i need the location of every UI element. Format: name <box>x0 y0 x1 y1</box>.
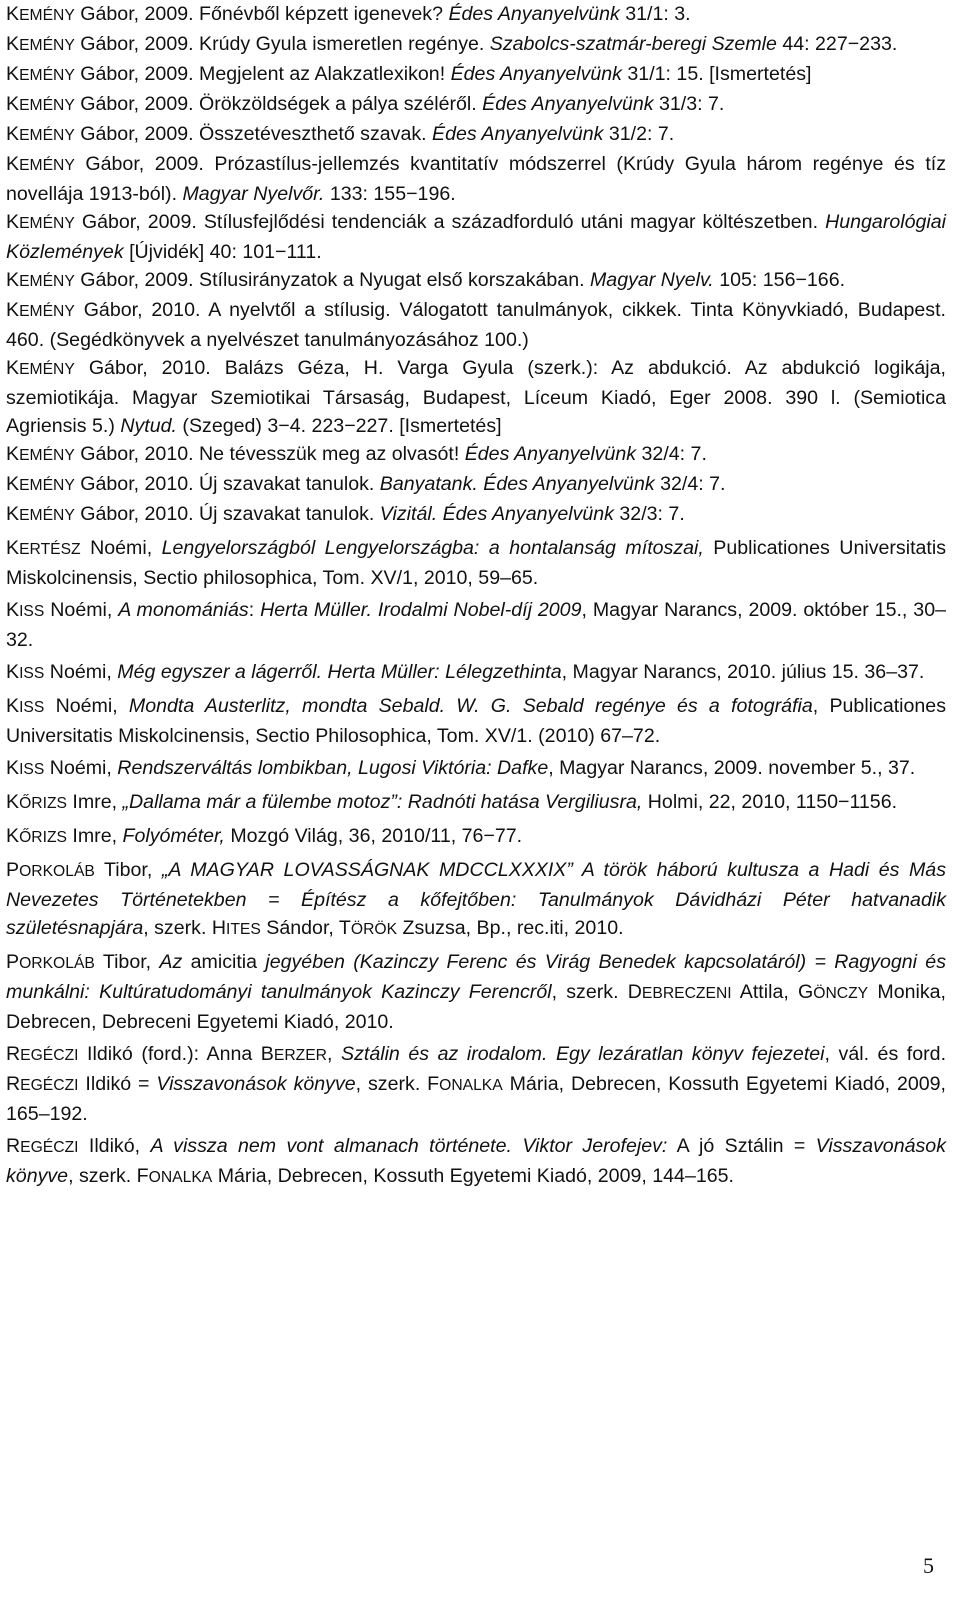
entry-title-italic: „Dallama már a fülembe motoz”: Radnóti hatása Vergiliusra, <box>122 791 643 813</box>
entry-text: Gábor, 2009. Megjelent az Alakzatlexikon! <box>74 63 451 85</box>
entry-text: 32/4: 7. <box>654 473 726 495</box>
bibliography-entry <box>6 658 946 688</box>
bibliography-entry <box>6 948 946 1036</box>
entry-author-smallcaps: EMÉNY <box>19 127 75 144</box>
entry-title-italic: jegyében (Kazinczy Ferenc és Virág Benedek kapcsolatáról) = Ragyogni és munkálni: Kultúratudományi tanulmányok Kazinczy Ferencről <box>6 951 946 1003</box>
entry-text: 32/4: 7. <box>636 443 707 465</box>
entry-text: [Újvidék] 40: 101−111. <box>123 241 322 263</box>
entry-text: Mária, Debrecen, Kossuth Egyetemi Kiadó, 2009, 144–165. <box>212 1165 734 1187</box>
entry-text: 133: 155−196. <box>324 183 456 205</box>
entry-title-italic: Édes Anyanyelvünk <box>483 473 655 495</box>
entry-title-italic: Hungarológiai Közlemények <box>6 211 946 263</box>
entry-text: Ildikó (ford.): Anna B <box>78 1043 274 1065</box>
entry-title-italic: Visszavonások könyve <box>156 1073 356 1095</box>
entry-author-smallcaps: ONALKA <box>148 1169 213 1186</box>
entry-author-smallcaps: ISS <box>19 761 45 778</box>
entry-text: K <box>6 123 20 145</box>
entry-text: Publicationes Universitatis Miskolcinensis, Sectio philosophica, Tom. XV/1, 2010, 59–65. <box>6 537 947 589</box>
bibliography-entry <box>6 120 946 150</box>
entry-text: Tibor, <box>94 951 160 973</box>
entry-title-italic: „A MAGYAR LOVASSÁGNAK MDCCLXXXIX” A török háború kultusza a Hadi és Más Nevezetes Történetekben = Építész a kőfejtőben: Tanulmányok Dávidházi Péter hatvanadik születésnapjára <box>6 859 946 939</box>
bibliography-entry <box>6 266 946 296</box>
entry-text: K <box>6 537 20 559</box>
bibliography-entry <box>6 354 946 440</box>
entry-text: K <box>6 695 20 717</box>
entry-text: K <box>6 299 20 321</box>
entry-text: K <box>6 473 20 495</box>
entry-title-italic: Rendszerváltás lombikban, Lugosi Viktória: Dafke <box>117 757 549 779</box>
entry-author-smallcaps: EGÉCZI <box>20 1139 79 1156</box>
entry-author-smallcaps: ISS <box>19 699 45 716</box>
bibliography-entry <box>6 0 946 30</box>
bibliography-entry <box>6 692 946 750</box>
entry-text: K <box>6 503 20 525</box>
entry-text: P <box>6 859 20 881</box>
entry-text: 44: 227−233. <box>776 33 898 55</box>
entry-text: , szerk. F <box>68 1165 149 1187</box>
entry-author-smallcaps: ORKOLÁB <box>19 863 95 880</box>
entry-author-smallcaps: EMÉNY <box>19 273 75 290</box>
entry-text: Tibor, <box>94 859 162 881</box>
bibliography-entry <box>6 440 946 470</box>
entry-title-italic: Vizitál. <box>379 503 438 525</box>
entry-text: K <box>6 3 20 25</box>
entry-author-smallcaps: EMÉNY <box>19 303 75 320</box>
entry-title-italic: Visszavonások könyve <box>6 1135 946 1187</box>
entry-text: , vál. és ford. R <box>6 1043 947 1095</box>
entry-author-smallcaps: ONALKA <box>439 1077 503 1094</box>
entry-author-smallcaps: EMÉNY <box>19 507 75 524</box>
entry-text: Gábor, 2009. Krúdy Gyula ismeretlen regénye. <box>74 33 490 55</box>
entry-text: 32/3: 7. <box>613 503 685 525</box>
entry-text: Gábor, 2009. Prózastílus-jellemzés kvantitatív módszerrel (Krúdy Gyula három regénye és tíz novellája 1913-ból). <box>6 153 946 205</box>
entry-text: Gábor, 2010. Ne tévesszük meg az olvasót! <box>74 443 465 465</box>
bibliography-entry <box>6 1132 946 1192</box>
entry-author-smallcaps: ITES <box>226 921 261 938</box>
entry-text: 31/1: 15. [Ismertetés] <box>621 63 812 85</box>
entry-text: Ildikó, <box>78 1135 151 1157</box>
entry-author-smallcaps: EMÉNY <box>19 477 75 494</box>
bibliography-entry <box>6 208 946 266</box>
entry-text: K <box>6 269 20 291</box>
bibliography-entry <box>6 60 946 90</box>
entry-text: Gábor, 2010. Balázs Géza, H. Varga Gyula (szerk.): Az abdukció. Az abdukció logikája, szemiotikája. Magyar Szemiotikai Társaság, Budapest, Líceum Kiadó, Eger 2008. 390 l. (Semiotica Agriensis 5.) <box>6 357 946 437</box>
entry-title-italic: Magyar Nyelvőr. <box>182 183 325 205</box>
entry-text: Gábor, 2009. Stílusirányzatok a Nyugat első korszakában. <box>74 269 590 291</box>
entry-author-smallcaps: ŐRIZS <box>19 795 67 812</box>
entry-text: Imre, <box>66 791 123 813</box>
bibliography-entry <box>6 856 946 944</box>
entry-title-italic: Édes Anyanyelvünk <box>450 63 622 85</box>
entry-title-italic: A vissza nem vont almanach története. Viktor Jerofejev: <box>150 1135 668 1157</box>
entry-title-italic: Sztálin és az irodalom. Egy lezáratlan könyv fejezetei <box>341 1043 825 1065</box>
entry-title-italic: Édes Anyanyelvünk <box>464 443 637 465</box>
entry-title-italic: Banyatank. <box>379 473 478 495</box>
entry-author-smallcaps: EGÉCZI <box>20 1077 79 1094</box>
entry-author-smallcaps: ISS <box>19 665 45 682</box>
entry-text: Gábor, 2009. Főnévből képzett igenevek? <box>74 3 449 25</box>
entry-text: , szerk. D <box>551 981 642 1003</box>
entry-text: , Magyar Narancs, 2009. november 5., 37. <box>548 757 916 779</box>
entry-text: Noémi, <box>80 537 162 559</box>
entry-author-smallcaps: ERZER <box>273 1047 328 1064</box>
entry-text: Gábor, 2009. Örökzöldségek a pálya széléről. <box>74 93 483 115</box>
entry-text: , Magyar Narancs, 2010. július 15. 36–37. <box>561 661 925 683</box>
bibliography-entry <box>6 90 946 120</box>
bibliography-entry <box>6 500 946 530</box>
entry-text: 31/2: 7. <box>603 123 675 145</box>
entry-author-smallcaps: EMÉNY <box>19 7 75 24</box>
entry-author-smallcaps: ÖRÖK <box>350 921 398 938</box>
entry-author-smallcaps: EMÉNY <box>19 67 75 84</box>
entry-text: K <box>6 791 20 813</box>
entry-author-smallcaps: EBRECZENI <box>641 985 732 1002</box>
entry-text: K <box>6 93 20 115</box>
entry-title-italic: Az <box>159 951 183 973</box>
bibliography-entry <box>6 1040 946 1128</box>
entry-text: R <box>6 1135 21 1157</box>
entry-text: (Szeged) 3−4. 223−227. [Ismertetés] <box>176 415 502 437</box>
bibliography-entry <box>6 534 946 592</box>
bibliography-list <box>6 0 946 1192</box>
entry-title-italic: Édes Anyanyelvünk <box>448 3 620 25</box>
entry-text: K <box>6 63 20 85</box>
entry-text: Sándor, T <box>260 917 351 939</box>
entry-title-italic: Szabolcs-szatmár-beregi Szemle <box>489 33 777 55</box>
entry-author-smallcaps: EMÉNY <box>19 447 75 464</box>
entry-text: 105: 156−166. <box>713 269 846 291</box>
entry-text: Noémi, <box>44 757 118 779</box>
entry-title-italic: Még egyszer a lágerről. Herta Müller: Lélegzethinta <box>117 661 562 683</box>
page-number: 5 <box>923 1553 934 1578</box>
entry-text: amicitia <box>182 951 266 973</box>
entry-text: K <box>6 443 20 465</box>
entry-text: , Publicationes Universitatis Miskolcinensis, Sectio Philosophica, Tom. XV/1. (2010) 67–72. <box>6 695 946 747</box>
entry-text: Gábor, 2010. Új szavakat tanulok. <box>74 503 380 525</box>
entry-text: R <box>6 1043 21 1065</box>
entry-author-smallcaps: EMÉNY <box>19 157 75 174</box>
entry-author-smallcaps: ÖNCZY <box>813 985 869 1002</box>
bibliography-entry <box>6 150 946 208</box>
bibliography-entry <box>6 596 946 654</box>
entry-text: Mozgó Világ, 36, 2010/11, 76−77. <box>224 825 523 847</box>
entry-author-smallcaps: EMÉNY <box>19 215 75 232</box>
entry-text: Gábor, 2009. Összetéveszthető szavak. <box>74 123 433 145</box>
entry-title-italic: Herta Müller. Irodalmi Nobel-díj 2009 <box>260 599 582 621</box>
entry-text: Noémi, <box>44 695 129 717</box>
entry-text: : <box>248 599 261 621</box>
entry-text: Noémi, <box>44 599 119 621</box>
entry-text: K <box>6 153 20 175</box>
entry-text: Gábor, 2009. Stílusfejlődési tendenciák a századforduló utáni magyar költészetben. <box>74 211 826 233</box>
entry-title-italic: Édes Anyanyelvünk <box>482 93 654 115</box>
entry-author-smallcaps: EMÉNY <box>19 37 75 54</box>
entry-title-italic: Édes Anyanyelvünk <box>432 123 604 145</box>
entry-text: Attila, G <box>731 981 814 1003</box>
entry-text: Gábor, 2010. A nyelvtől a stílusig. Válogatott tanulmányok, cikkek. Tinta Könyvkiadó, Budapest. 460. (Segédkönyvek a nyelvészet tanulmányozásához 100.) <box>6 299 946 351</box>
entry-text: K <box>6 33 20 55</box>
entry-text: Ildikó = <box>78 1073 157 1095</box>
bibliography-entry <box>6 296 946 354</box>
entry-author-smallcaps: EMÉNY <box>19 361 75 378</box>
bibliography-entry <box>6 470 946 500</box>
entry-author-smallcaps: ISS <box>19 603 45 620</box>
entry-text: , Magyar Narancs, 2009. október 15., 30–32. <box>6 599 946 651</box>
entry-text: Monika, Debrecen, Debreceni Egyetemi Kiadó, 2010. <box>6 981 946 1033</box>
bibliography-entry <box>6 788 946 818</box>
entry-text: K <box>6 599 20 621</box>
entry-title-italic: A monomániás <box>118 599 249 621</box>
entry-text: Noémi, <box>44 661 118 683</box>
bibliography-entry <box>6 754 946 784</box>
entry-author-smallcaps: ERTÉSZ <box>19 541 81 558</box>
entry-title-italic: Édes Anyanyelvünk <box>442 503 614 525</box>
entry-title-italic: Folyóméter, <box>122 825 225 847</box>
entry-author-smallcaps: EMÉNY <box>19 97 75 114</box>
bibliography-entry <box>6 822 946 852</box>
entry-author-smallcaps: EGÉCZI <box>20 1047 79 1064</box>
entry-author-smallcaps: ŐRIZS <box>19 829 67 846</box>
entry-text: Holmi, 22, 2010, 1150−1156. <box>642 791 898 813</box>
entry-text: K <box>6 211 20 233</box>
bibliography-entry <box>6 30 946 60</box>
entry-text: , szerk. F <box>355 1073 440 1095</box>
entry-text: , szerk. H <box>143 917 226 939</box>
entry-text: K <box>6 825 20 847</box>
entry-text: P <box>6 951 20 973</box>
entry-text: A jó Sztálin = <box>667 1135 816 1157</box>
entry-text: Zsuzsa, Bp., rec.iti, 2010. <box>397 917 624 939</box>
entry-text: K <box>6 661 20 683</box>
entry-text: K <box>6 757 20 779</box>
entry-text: Gábor, 2010. Új szavakat tanulok. <box>74 473 380 495</box>
entry-title-italic: Magyar Nyelv. <box>589 269 714 291</box>
entry-text: 31/3: 7. <box>653 93 725 115</box>
entry-title-italic: Nytud. <box>120 415 177 437</box>
entry-text: 31/1: 3. <box>619 3 691 25</box>
entry-author-smallcaps: ORKOLÁB <box>19 955 95 972</box>
entry-text: , <box>327 1043 342 1065</box>
entry-title-italic: Mondta Austerlitz, mondta Sebald. W. G. Sebald regénye és a fotográfia <box>128 695 813 717</box>
entry-title-italic: Lengyelországból Lengyelországba: a hontalanság mítoszai, <box>161 537 704 559</box>
entry-text: K <box>6 357 20 379</box>
entry-text: Imre, <box>66 825 123 847</box>
entry-text: Mária, Debrecen, Kossuth Egyetemi Kiadó, 2009, 165–192. <box>6 1073 946 1125</box>
